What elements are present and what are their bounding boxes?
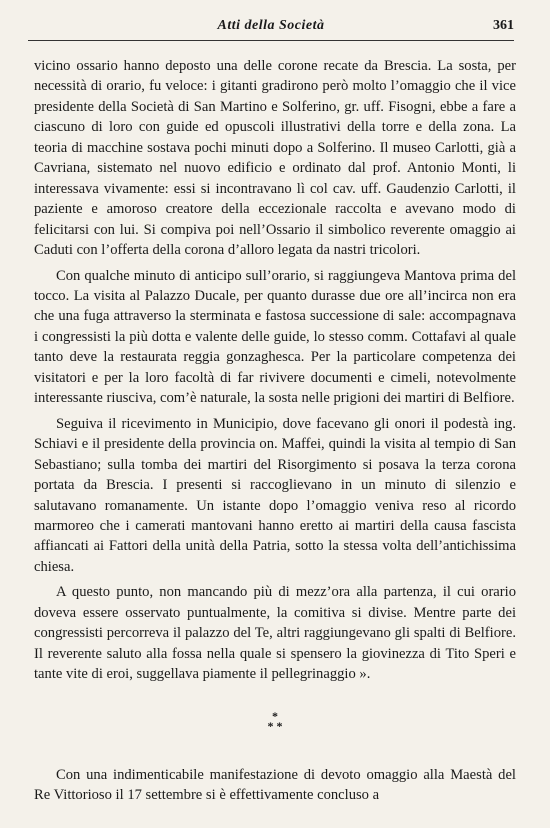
paragraph: A questo punto, non mancando più di mezz’ora alla partenza, il cui orario doveva essere osservato puntualmente, la comitiva si divise. Mentre parte dei congressisti percorreva il palazzo del Te, altri raggiungevano gli spalti di Belfiore. Il reverente saluto alla fossa nella quale si spensero la giovinezza di Tito Speri e tante vite di eroi, suggellava piamente il pellegrinaggio ». [34,584,516,683]
paragraph: Seguiva il ricevimento in Municipio, dove facevano gli onori il podestà ing. Schiavi e il presidente della provincia on. Maffei, quindi la visita al tempio di San Sebastiano; sulla tomba dei martiri del Risorgimento si posava la terza corona portata da Brescia. I presenti si raccoglievano in un minuto di silenzio e salutavano romanamente. Un istante dopo l’omaggio veniva reso al ricordo marmoreo che i camerati mantovani hanno eretto ai martiri della causa fascista affiancati ai Fattori della unità della Patria, sotto la stessa volta dell’antichissima chiesa. [34,415,516,575]
dinkus-top: * [272,708,278,723]
dinkus-bottom: * * [267,718,283,733]
page-number: 361 [493,18,514,33]
paragraph: Con qualche minuto di anticipo sull’orario, si raggiungeva Mantova prima del tocco. La visita al Palazzo Ducale, per quanto durasse due ore all’incirca non era che una fuga attraverso la sterminata e fastosa successione di sale: accompagnava i congressisti la più dotta e valente delle guide, lo stesso comm. Cottafavi al quale tanto deve la restaurata reggia gonzaghesca. Per la particolare competenza dei visitatori e per la loro facoltà di far rivivere documenti e cimeli, notevolmente interessante riusciva, com’è naturale, la sosta nelle prigioni dei martiri di Belfiore. [34,267,516,407]
closing-paragraph: Con una indimenticabile manifestazione di devoto omaggio alla Maestà del Re Vittorioso il 17 settembre si è effettivamente concluso a [34,766,516,804]
section-divider [34,708,516,733]
running-title: Atti della Società [217,18,325,33]
page-header [28,18,514,41]
paragraph: vicino ossario hanno deposto una delle corone recate da Brescia. La sosta, per necessità di orario, fu veloce: i gitanti gradirono però molto l’omaggio che il vice presidente della Società di San Martino e Solferino, gr. uff. Fisogni, ebbe a fare a ciascuno di loro con guide ed opuscoli illustrativi della torre e della zona. La teoria di macchine sostava pochi minuti dopo a Solferino. Il museo Carlotti, già a Cavriana, sistemato nel nuovo edificio e ordinato dal prof. Antonio Monti, li interessava vivamente: essi si incontravano lì col cav. uff. Gaudenzio Carlotti, il paziente e amoroso creatore della eccezionale raccolta e avevano modo di felicitarsi con lui. Si compiva poi nell’Ossario il simbolico reverente omaggio ai Caduti con l’offerta della corona d’alloro legata da nastri tricolori. [34,58,516,259]
body-text [34,56,516,806]
